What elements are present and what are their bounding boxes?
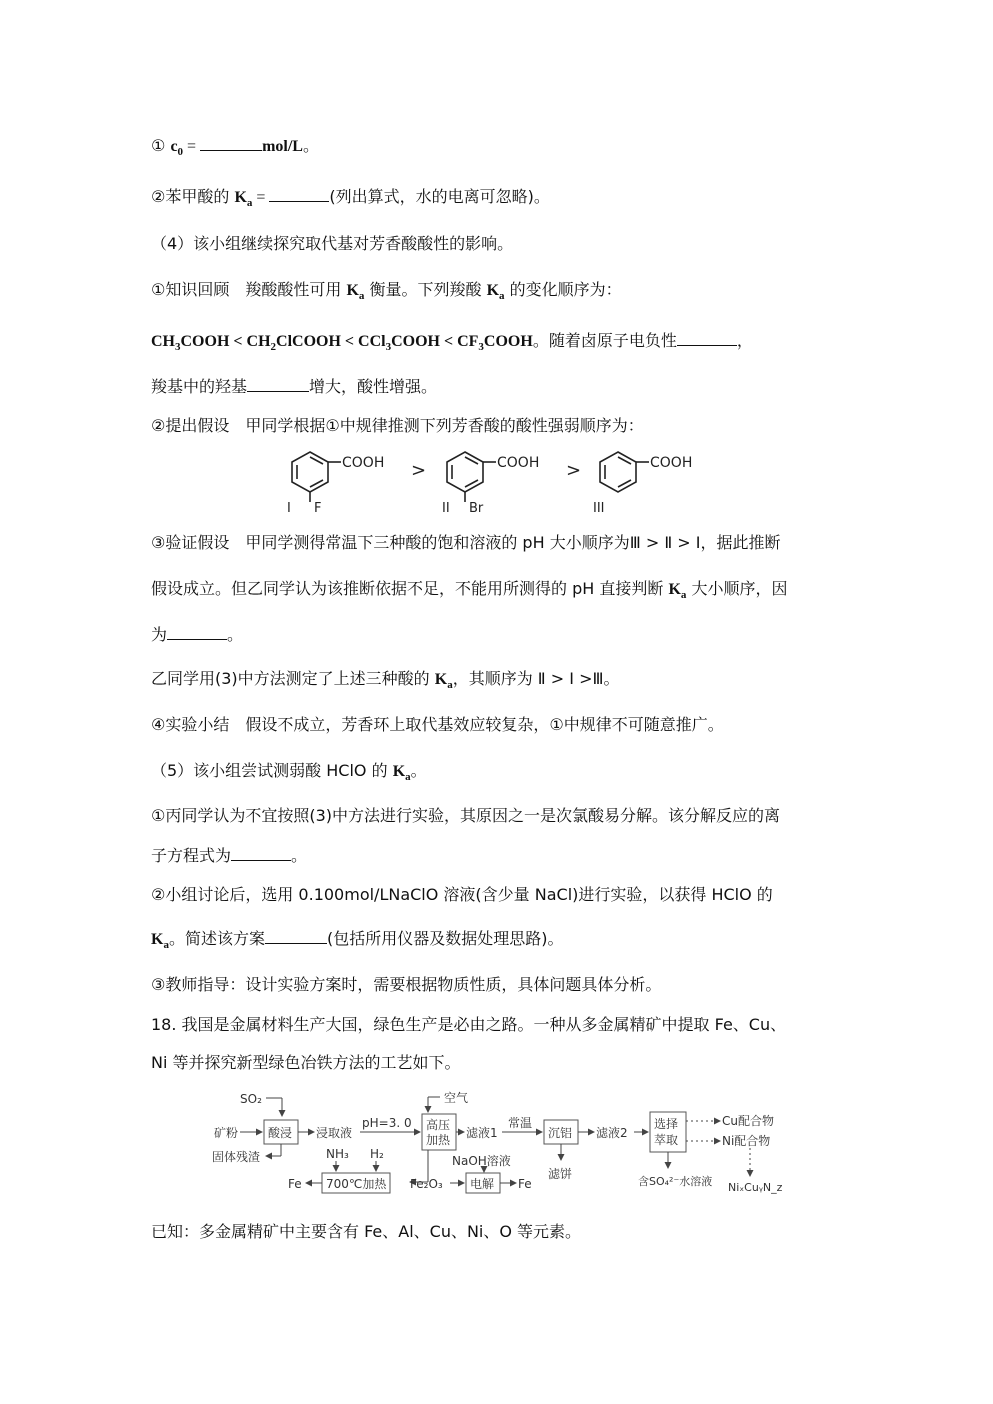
structure-II bbox=[447, 452, 496, 502]
equals: = bbox=[183, 138, 201, 155]
fe-left-label: Fe bbox=[288, 1177, 302, 1191]
heating-label: 加热 bbox=[426, 1133, 451, 1147]
cooh-label: COOH bbox=[497, 455, 540, 471]
answer-blank[interactable] bbox=[265, 929, 327, 944]
line-text: 衡量。下列羧酸 bbox=[364, 280, 487, 299]
electrolysis-label: 电解 bbox=[470, 1177, 495, 1191]
q4-verify-3 bbox=[151, 625, 243, 645]
q18-known: 已知：多金属精矿中主要含有 Fe、Al、Cu、Ni、O 等元素。 bbox=[151, 1222, 582, 1241]
line-text: 。简述该方案 bbox=[168, 929, 265, 948]
label-II: II bbox=[442, 501, 450, 516]
item-marker: ① bbox=[151, 136, 171, 155]
ka-symbol: K bbox=[434, 671, 448, 688]
q4-verify-1: ③验证假设 甲同学测得常温下三种酸的饱和溶液的 pH 大小顺序为Ⅲ > Ⅱ > Ⅰ，据此推断 bbox=[151, 533, 781, 552]
so2-label: SO₂ bbox=[240, 1092, 262, 1106]
q4-verify-4 bbox=[151, 669, 620, 695]
greater-than: > bbox=[411, 460, 427, 481]
nicun-label: NiₓCuᵧN_z bbox=[728, 1181, 783, 1194]
c0-symbol: c bbox=[170, 138, 178, 155]
label-III: III bbox=[593, 501, 605, 516]
q5-p2 bbox=[151, 846, 307, 866]
q4-hypothesis: ②提出假设 甲同学根据①中规律推测下列芳香酸的酸性强弱顺序为： bbox=[151, 416, 644, 435]
answer-blank[interactable] bbox=[269, 187, 329, 202]
line-text: 羧基中的羟基 bbox=[151, 377, 248, 396]
cu-complex-label: Cu配合物 bbox=[722, 1114, 774, 1128]
nh3-label: NH₃ bbox=[326, 1147, 349, 1161]
answer-blank[interactable] bbox=[247, 377, 309, 392]
ka-symbol: K bbox=[486, 282, 500, 299]
line-text: ， bbox=[736, 331, 753, 350]
fe-right-label: Fe bbox=[518, 1177, 532, 1191]
ka-subscript: a bbox=[163, 939, 169, 952]
q3-line-c0 bbox=[151, 136, 319, 162]
ka-symbol: K bbox=[234, 189, 247, 206]
q4-knowledge bbox=[151, 280, 622, 306]
line-text: 增大，酸性增强。 bbox=[309, 377, 438, 396]
fe2o3-label: Fe₂O₃ bbox=[410, 1177, 443, 1191]
q4-formula-line bbox=[151, 331, 753, 357]
q5-p3: ②小组讨论后，选用 0.100mol/LNaClO 溶液(含少量 NaCl)进行实验，以获得 HClO 的 bbox=[151, 885, 773, 904]
q5-p5: ③教师指导：设计实验方案时，需要根据物质性质，具体问题具体分析。 bbox=[151, 975, 662, 994]
answer-blank[interactable] bbox=[167, 625, 227, 640]
line-text: 。 bbox=[291, 846, 308, 865]
ka-subscript: a bbox=[499, 290, 505, 303]
leachate-label: 浸取液 bbox=[316, 1126, 353, 1140]
greater-than: > bbox=[566, 460, 582, 481]
line-text: 。随着卤原子电负性 bbox=[532, 331, 677, 350]
line-text: ②苯甲酸的 bbox=[151, 187, 235, 206]
filtrate-2-label: 滤液2 bbox=[596, 1126, 628, 1140]
line-text: ，其顺序为 Ⅱ > Ⅰ >Ⅲ。 bbox=[452, 669, 620, 688]
substituent-Br: Br bbox=[469, 501, 484, 516]
naoh-label: NaOH溶液 bbox=[452, 1154, 511, 1168]
ore-powder-label: 矿粉 bbox=[214, 1126, 239, 1140]
line-text: 。 bbox=[227, 625, 244, 644]
q4-line-hydroxyl bbox=[151, 377, 437, 397]
air-label: 空气 bbox=[444, 1091, 469, 1105]
q5-heading bbox=[151, 761, 427, 787]
line-text: 子方程式为 bbox=[151, 846, 232, 865]
al-precip-label: 沉铝 bbox=[548, 1126, 573, 1140]
equals: = bbox=[252, 189, 270, 206]
line-text: (包括所用仪器及数据处理思路)。 bbox=[326, 929, 564, 948]
q4-verify-2 bbox=[151, 579, 788, 605]
extraction-label: 萃取 bbox=[654, 1133, 679, 1147]
ka-subscript: a bbox=[447, 679, 453, 692]
q5-p1: ①丙同学认为不宜按照(3)中方法进行实验，其原因之一是次氯酸易分解。该分解反应的离 bbox=[151, 806, 781, 825]
ka-symbol: K bbox=[346, 282, 359, 299]
ph-label: pH=3. 0 bbox=[362, 1116, 412, 1130]
filtrate-1-label: 滤液1 bbox=[466, 1126, 498, 1140]
high-pressure-label: 高压 bbox=[426, 1118, 451, 1132]
q3-line-ka bbox=[151, 187, 550, 213]
ka-subscript: a bbox=[405, 771, 411, 784]
answer-blank[interactable] bbox=[231, 846, 291, 861]
cooh-label: COOH bbox=[342, 455, 385, 471]
selective-label: 选择 bbox=[654, 1117, 679, 1131]
label-I: I bbox=[287, 501, 291, 516]
line-text: 为 bbox=[151, 625, 168, 644]
q18-line-1: 18. 我国是金属材料生产大国，绿色生产是必由之路。一种从多金属精矿中提取 Fe、Cu、 bbox=[151, 1015, 787, 1034]
solid-residue-label: 固体残渣 bbox=[212, 1150, 261, 1164]
q4-heading: （4）该小组继续探究取代基对芳香酸酸性的影响。 bbox=[151, 234, 514, 253]
answer-blank[interactable] bbox=[200, 136, 262, 151]
answer-blank[interactable] bbox=[677, 331, 737, 346]
period: 。 bbox=[302, 136, 319, 155]
process-flow-diagram bbox=[210, 1088, 790, 1198]
ka-symbol: K bbox=[668, 581, 681, 598]
substituent-F: F bbox=[314, 501, 322, 516]
line-text: 假设成立。但乙同学认为该推断依据不足，不能用所测得的 pH 直接判断 bbox=[151, 579, 669, 598]
h2-label: H₂ bbox=[370, 1147, 384, 1161]
q5-p4 bbox=[151, 929, 563, 955]
acid-order-formula: $CH_3COOH$ < $CH_2ClCOOH$ < CCl$_3$COOH < $CF_3COOH$ bbox=[151, 333, 533, 354]
acid-leach-label: 酸浸 bbox=[268, 1126, 293, 1140]
line-text: 乙同学用(3)中方法测定了上述三种酸的 bbox=[151, 669, 435, 688]
ka-subscript: a bbox=[246, 197, 253, 210]
unit: mol/L bbox=[262, 138, 303, 155]
ka-symbol: K bbox=[392, 763, 406, 780]
q18-line-2: Ni 等并探究新型绿色冶铁方法的工艺如下。 bbox=[151, 1053, 461, 1072]
ka-subscript: a bbox=[680, 589, 687, 602]
line-text: （5）该小组尝试测弱酸 HClO 的 bbox=[151, 761, 393, 780]
line-text: 。 bbox=[410, 761, 427, 780]
structure-I bbox=[292, 452, 341, 502]
line-text: 大小顺序，因 bbox=[686, 579, 788, 598]
ka-symbol: K bbox=[151, 931, 164, 948]
cooh-label: COOH bbox=[650, 455, 693, 471]
ni-complex-label: Ni配合物 bbox=[722, 1134, 771, 1148]
q4-summary: ④实验小结 假设不成立，芳香环上取代基效应较复杂，①中规律不可随意推广。 bbox=[151, 715, 724, 734]
heating-700-label: 700℃加热 bbox=[326, 1177, 387, 1191]
line-text: 的变化顺序为： bbox=[504, 280, 622, 299]
sulfate-solution-label: 含SO₄²⁻水溶液 bbox=[638, 1175, 713, 1188]
line-text: ①知识回顾 羧酸酸性可用 bbox=[151, 280, 347, 299]
structure-III bbox=[600, 452, 649, 492]
c0-subscript: 0 bbox=[177, 146, 184, 159]
ka-subscript: a bbox=[358, 290, 365, 303]
aromatic-acid-structures bbox=[285, 446, 715, 518]
filter-cake-label: 滤饼 bbox=[548, 1167, 573, 1181]
line-text: (列出算式，水的电离可忽略)。 bbox=[329, 187, 550, 206]
room-temp-label: 常温 bbox=[508, 1116, 533, 1130]
